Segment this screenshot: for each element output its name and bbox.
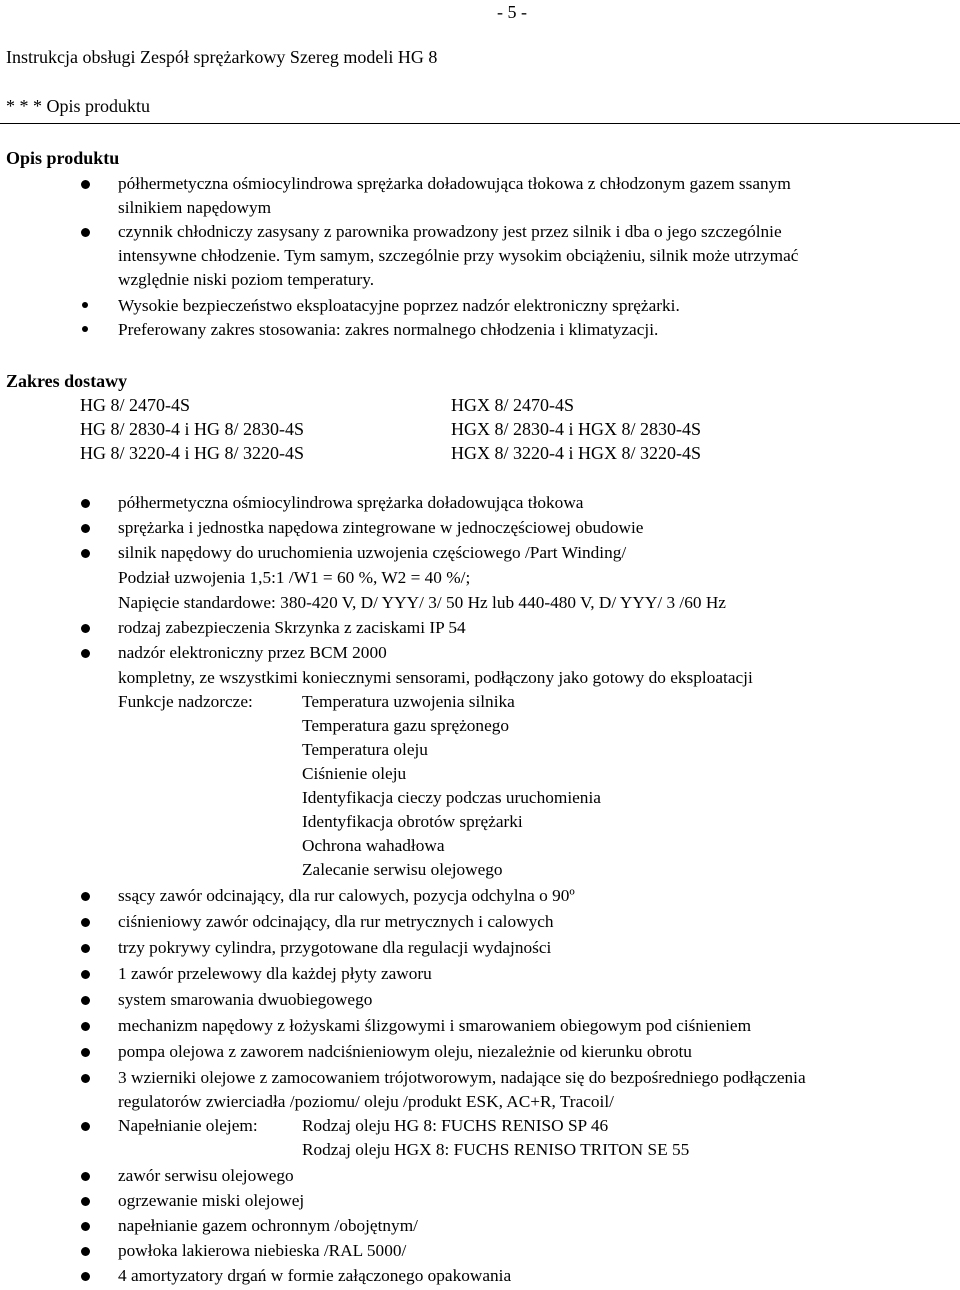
scope-line: powłoka lakierowa niebieska /RAL 5000/ [118,1241,407,1260]
funkcje-item: Ciśnienie oleju [302,764,407,783]
bullet [81,970,90,979]
scope-line: zawór serwisu olejowego [118,1166,294,1185]
bullet [81,1074,90,1083]
funkcje-label: Funkcje nadzorcze: [118,692,253,711]
funkcje-item: Temperatura oleju [302,740,428,759]
scope-line: ciśnieniowy zawór odcinający, dla rur metrycznych i calowych [118,912,554,931]
scope-line: 4 amortyzatory drgań w formie załączonego opakowania [118,1266,512,1285]
bullet [81,1122,90,1131]
scope-line: sprężarka i jednostka napędowa zintegrowane w jednoczęściowej obudowie [118,518,644,537]
model-right: HGX 8/ 2470-4S [451,395,575,415]
funkcje-item: Ochrona wahadłowa [302,836,445,855]
olej-item: Rodzaj oleju HG 8: FUCHS RENISO SP 46 [302,1116,609,1135]
scope-line: kompletny, ze wszystkimi koniecznymi sensorami, podłączony jako gotowy do eksploatacji [118,668,753,687]
opis-line: intensywne chłodzenie. Tym samym, szczególnie przy wysokim obciążeniu, silnik może utrzymać [118,246,799,265]
opis-line: Preferowany zakres stosowania: zakres normalnego chłodzenia i klimatyzacji. [118,320,659,339]
scope-line: 1 zawór przelewowy dla każdej płyty zaworu [118,964,432,983]
scope-line: ogrzewanie miski olejowej [118,1191,305,1210]
bullet [81,180,90,189]
scope-line: półhermetyczna ośmiocylindrowa sprężarka doładowująca tłokowa [118,493,584,512]
bullet [81,1022,90,1031]
scope-line: mechanizm napędowy z łożyskami ślizgowymi i smarowaniem obiegowym pod ciśnieniem [118,1016,752,1035]
section-label: * * * Opis produktu [6,96,150,116]
scope-line: rodzaj zabezpieczenia Skrzynka z zaciskami IP 54 [118,618,466,637]
bullet [81,918,90,927]
bullet [81,1197,90,1206]
bullet [81,228,90,237]
bullet [81,624,90,633]
bullet [81,649,90,658]
opis-line: półhermetyczna ośmiocylindrowa sprężarka doładowująca tłokowa z chłodzonym gazem ssanym [118,174,791,193]
funkcje-item: Temperatura uzwojenia silnika [302,692,515,711]
bullet [81,1172,90,1181]
scope-line: Napięcie standardowe: 380-420 V, D/ YYY/ 3/ 50 Hz lub 440-480 V, D/ YYY/ 3 /60 Hz [118,593,726,612]
bullet [81,892,90,901]
olej-label: Napełnianie olejem: [118,1116,258,1135]
scope-line: nadzór elektroniczny przez BCM 2000 [118,643,387,662]
bullet [81,1222,90,1231]
document-title: Instrukcja obsługi Zespół sprężarkowy Szereg modeli HG 8 [6,47,438,67]
bullet [81,549,90,558]
opis-line: względnie niski poziom temperatury. [118,270,375,289]
zakres-heading: Zakres dostawy [6,371,128,391]
scope-line: silnik napędowy do uruchomienia uzwojenia częściowego /Part Winding/ [118,543,627,562]
bullet [81,1247,90,1256]
funkcje-item: Zalecanie serwisu olejowego [302,860,503,879]
bullet [81,944,90,953]
opis-line: Wysokie bezpieczeństwo eksploatacyjne poprzez nadzór elektroniczny sprężarki. [118,296,680,315]
model-right: HGX 8/ 2830-4 i HGX 8/ 2830-4S [451,419,701,439]
scope-line: system smarowania dwuobiegowego [118,990,373,1009]
page-number: - 5 - [497,2,527,22]
bullet [81,499,90,508]
bullet [81,524,90,533]
olej-item: Rodzaj oleju HGX 8: FUCHS RENISO TRITON SE 55 [302,1140,690,1159]
model-right: HGX 8/ 3220-4 i HGX 8/ 3220-4S [451,443,701,463]
model-left: HG 8/ 2470-4S [80,395,191,415]
bullet [81,1272,90,1281]
opis-line: silnikiem napędowym [118,198,272,217]
scope-line: ssący zawór odcinający, dla rur calowych, pozycja odchylna o 90º [118,886,575,905]
header-rule [0,123,960,124]
scope-line: regulatorów zwierciadła /poziomu/ oleju /produkt ESK, AC+R, Tracoil/ [118,1092,614,1111]
bullet [81,996,90,1005]
scope-line: 3 wzierniki olejowe z zamocowaniem trójotworowym, nadające się do bezpośredniego podłączenia [118,1068,806,1087]
scope-line: Podział uzwojenia 1,5:1 /W1 = 60 %, W2 = 40 %/; [118,568,471,587]
funkcje-item: Identyfikacja cieczy podczas uruchomienia [302,788,601,807]
model-left: HG 8/ 2830-4 i HG 8/ 2830-4S [80,419,304,439]
bullet [82,326,88,332]
opis-heading: Opis produktu [6,148,120,168]
funkcje-item: Identyfikacja obrotów sprężarki [302,812,523,831]
scope-line: pompa olejowa z zaworem nadciśnieniowym oleju, niezależnie od kierunku obrotu [118,1042,692,1061]
bullet [82,302,88,308]
model-left: HG 8/ 3220-4 i HG 8/ 3220-4S [80,443,304,463]
scope-line: napełnianie gazem ochronnym /obojętnym/ [118,1216,418,1235]
scope-line: trzy pokrywy cylindra, przygotowane dla regulacji wydajności [118,938,552,957]
funkcje-item: Temperatura gazu sprężonego [302,716,510,735]
bullet [81,1048,90,1057]
opis-line: czynnik chłodniczy zasysany z parownika prowadzony jest przez silnik i dba o jego szczególnie [118,222,782,241]
